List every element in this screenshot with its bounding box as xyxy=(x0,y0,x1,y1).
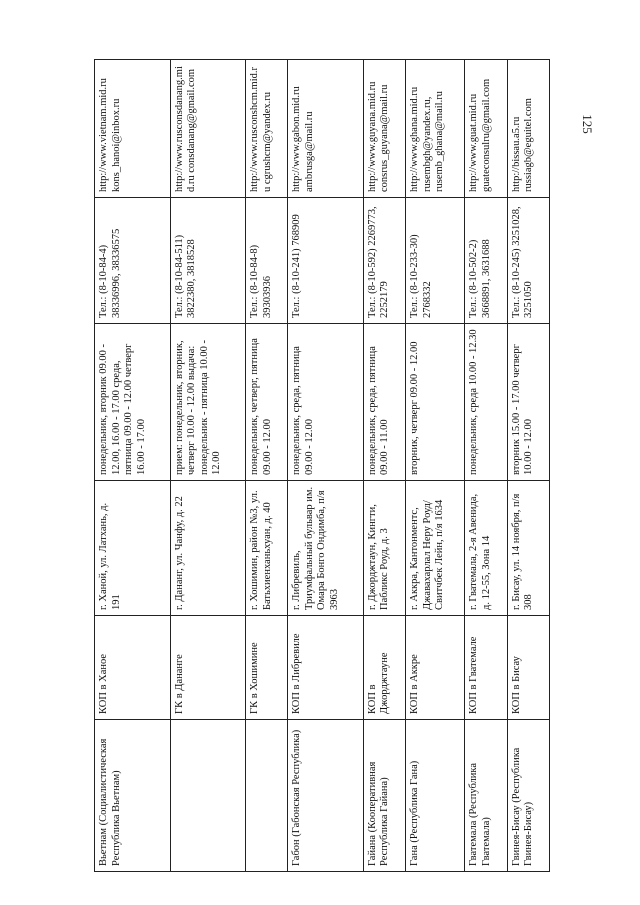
address-cell: г. Ханой, ул. Латхань, д. 191 xyxy=(95,481,171,616)
hours-cell: понедельник, среда 10.00 - 12.30 xyxy=(465,324,507,481)
office-cell: КОП в Джорджтауне xyxy=(363,616,405,720)
phone-cell: Тел.: (8-10-502-2) 3668891, 3631688 xyxy=(465,198,507,324)
country-cell: Гватемала (Республика Гватемала) xyxy=(465,720,507,872)
hours-cell: понедельник, четверг, пятница 09.00 - 12.00 xyxy=(246,324,288,481)
country-cell xyxy=(170,720,246,872)
table-row xyxy=(170,60,246,872)
office-cell: КОП в Аккре xyxy=(406,616,465,720)
hours-cell: вторник, четверг 09.00 - 12.00 xyxy=(406,324,465,481)
country-cell: Гана (Республика Гана) xyxy=(406,720,465,872)
rotated-table-container xyxy=(94,60,550,872)
address-cell: г. Хошимин, район №3, ул. Батьхиенханьхуан, д. 40 xyxy=(246,481,288,616)
phone-cell: Тел.: (8-10-245) 3251028, 3251050 xyxy=(507,198,549,324)
table-row xyxy=(246,60,288,872)
office-cell: КОП в Ханое xyxy=(95,616,171,720)
table-row xyxy=(406,60,465,872)
hours-cell: прием: понедельник, вторник, четверг 10.00 - 12.00 выдача: понедельник - пятница 10.00 - 12.00 xyxy=(170,324,246,481)
address-cell: г. Дананг, ул. Чанфу, д. 22 xyxy=(170,481,246,616)
table-row xyxy=(363,60,405,872)
office-cell: ГК в Хошимине xyxy=(246,616,288,720)
web-email-cell: http://www.vietnam.mid.ru kons_hanoi@inbox.ru xyxy=(95,60,171,198)
office-cell: КОП в Бисау xyxy=(507,616,549,720)
web-email-cell: http://www.ghana.mid.ru rusembgh@yandex.ru, rusemb_ghana@mail.ru xyxy=(406,60,465,198)
web-email-cell: http://bissau.a5.ru russiagb@eguitel.com xyxy=(507,60,549,198)
table-row xyxy=(507,60,549,872)
office-cell: КОП в Гватемале xyxy=(465,616,507,720)
address-cell: г. Бисау, ул. 14 ноября, п/я 308 xyxy=(507,481,549,616)
consular-offices-table xyxy=(94,59,550,872)
phone-cell: Тел.: (8-10-84-8) 39303936 xyxy=(246,198,288,324)
address-cell: г. Гватемала, 2-я Авенида, д. 12-55, Зона 14 xyxy=(465,481,507,616)
office-cell: КОП в Либревиле xyxy=(288,616,364,720)
web-email-cell: http://www.gabon.mid.ru ambrusga@mail.ru xyxy=(288,60,364,198)
hours-cell: понедельник, среда, пятница 09.00 - 12.00 xyxy=(288,324,364,481)
table-row xyxy=(95,60,171,872)
web-email-cell: http://www.guat.mid.ru guateconsulru@gmail.com xyxy=(465,60,507,198)
country-cell: Габон (Габонская Республика) xyxy=(288,720,364,872)
office-cell: ГК в Дананге xyxy=(170,616,246,720)
address-cell: г. Джорджтаун, Кингти, Пабликс Роуд, д. 3 xyxy=(363,481,405,616)
address-cell: г. Либревиль, Триумфальный бульвар им. Омара Бонго Ондимба, п/я 3963 xyxy=(288,481,364,616)
country-cell xyxy=(246,720,288,872)
web-email-cell: http://www.rusconshcm.mid.ru cgrushcm@yandex.ru xyxy=(246,60,288,198)
phone-cell: Тел.: (8-10-241) 768909 xyxy=(288,198,364,324)
hours-cell: понедельник, вторник 09.00 - 12.00, 16.00 - 17.00 среда, пятница 09.00 - 12.00 четверг 16.00 - 17.00 xyxy=(95,324,171,481)
hours-cell: вторник 15.00 - 17.00 четверг 10.00 - 12.00 xyxy=(507,324,549,481)
phone-cell: Тел.: (8-10-84-511) 3822380, 3818528 xyxy=(170,198,246,324)
web-email-cell: http://www.guyana.mid.ru consrus_guyana@mail.ru xyxy=(363,60,405,198)
country-cell: Вьетнам (Социалистическая Республика Вьетнам) xyxy=(95,720,171,872)
address-cell: г. Аккра, Кантонментс, Джавахарлал Неру Роуд/Свитчбек Лейн, п/я 1634 xyxy=(406,481,465,616)
web-email-cell: http://www.rusconsdanang.mid.ru consdanang@gmail.com xyxy=(170,60,246,198)
table-row xyxy=(465,60,507,872)
phone-cell: Тел.: (8-10-233-30) 2768332 xyxy=(406,198,465,324)
phone-cell: Тел.: (8-10-84-4) 38336996, 38336575 xyxy=(95,198,171,324)
table-row xyxy=(288,60,364,872)
phone-cell: Тел.: (8-10-592) 2269773, 2252179 xyxy=(363,198,405,324)
hours-cell: понедельник, среда, пятница 09.00 - 11.00 xyxy=(363,324,405,481)
country-cell: Гвинея-Бисау (Республика Гвинея-Бисау) xyxy=(507,720,549,872)
country-cell: Гайана (Кооперативная Республика Гайана) xyxy=(363,720,405,872)
page-number: 125 xyxy=(579,114,595,134)
